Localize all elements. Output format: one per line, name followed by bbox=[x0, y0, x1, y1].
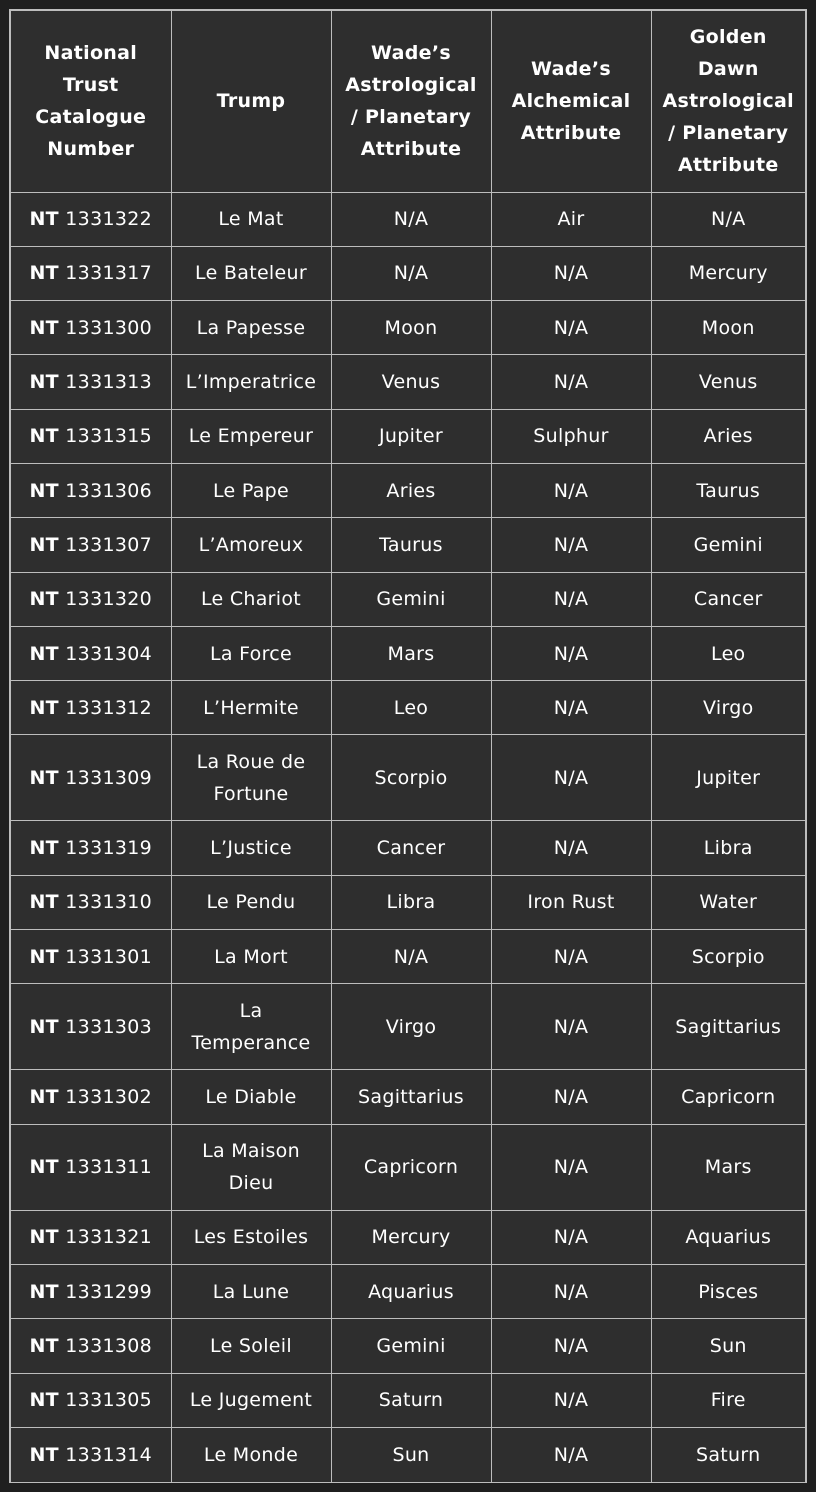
catalogue-number-cell bbox=[11, 984, 171, 1070]
golden-dawn-cell: Water bbox=[651, 875, 805, 929]
table-row bbox=[11, 355, 805, 409]
wade-alchemical-cell: N/A bbox=[491, 301, 651, 355]
catalogue-prefix: NT bbox=[29, 425, 59, 448]
golden-dawn-cell: Mars bbox=[651, 1124, 805, 1210]
catalogue-number: 1331319 bbox=[65, 837, 153, 860]
header-wade-astrological: Wade’s Astrological / Planetary Attribute bbox=[331, 11, 491, 192]
tarot-attribute-table bbox=[11, 11, 805, 1482]
trump-cell: Le Monde bbox=[171, 1427, 331, 1481]
golden-dawn-cell: Cancer bbox=[651, 572, 805, 626]
catalogue-prefix: NT bbox=[29, 766, 59, 789]
table-row bbox=[11, 875, 805, 929]
catalogue-prefix: NT bbox=[29, 696, 59, 719]
trump-cell: Le Jugement bbox=[171, 1373, 331, 1427]
header-catalogue-number: National Trust Catalogue Number bbox=[11, 11, 171, 192]
wade-alchemical-cell: N/A bbox=[491, 930, 651, 984]
catalogue-number: 1331310 bbox=[65, 891, 153, 914]
catalogue-number: 1331312 bbox=[65, 696, 153, 719]
header-golden-dawn: Golden Dawn Astrological / Planetary Attribute bbox=[651, 11, 805, 192]
catalogue-number-cell bbox=[11, 1373, 171, 1427]
catalogue-prefix: NT bbox=[29, 1334, 59, 1357]
golden-dawn-cell: Aries bbox=[651, 409, 805, 463]
golden-dawn-cell: Sagittarius bbox=[651, 984, 805, 1070]
trump-cell: La Roue de Fortune bbox=[171, 735, 331, 821]
wade-alchemical-cell: N/A bbox=[491, 1319, 651, 1373]
trump-cell: Le Pendu bbox=[171, 875, 331, 929]
catalogue-number: 1331302 bbox=[65, 1086, 153, 1108]
table-row bbox=[11, 1319, 805, 1373]
table-row bbox=[11, 1373, 805, 1427]
golden-dawn-cell: Aquarius bbox=[651, 1210, 805, 1264]
golden-dawn-cell: Venus bbox=[651, 355, 805, 409]
catalogue-number-cell bbox=[11, 626, 171, 680]
trump-cell: Le Diable bbox=[171, 1070, 331, 1124]
trump-cell: La Maison Dieu bbox=[171, 1124, 331, 1210]
wade-alchemical-cell: N/A bbox=[491, 463, 651, 517]
header-wade-alchemical: Wade’s Alchemical Attribute bbox=[491, 11, 651, 192]
tarot-attribute-table-frame bbox=[9, 9, 807, 1483]
catalogue-number-cell bbox=[11, 246, 171, 300]
wade-astrological-cell: Saturn bbox=[331, 1373, 491, 1427]
header-trump: Trump bbox=[171, 11, 331, 192]
catalogue-number: 1331311 bbox=[65, 1156, 153, 1179]
wade-astrological-cell: Mars bbox=[331, 626, 491, 680]
wade-astrological-cell: N/A bbox=[331, 930, 491, 984]
trump-cell: Le Pape bbox=[171, 463, 331, 517]
catalogue-prefix: NT bbox=[29, 945, 59, 968]
trump-cell: La Mort bbox=[171, 930, 331, 984]
catalogue-number-cell bbox=[11, 463, 171, 517]
catalogue-prefix: NT bbox=[29, 837, 59, 860]
catalogue-number-cell bbox=[11, 681, 171, 735]
wade-alchemical-cell: Sulphur bbox=[491, 409, 651, 463]
catalogue-prefix: NT bbox=[29, 371, 59, 394]
catalogue-number: 1331308 bbox=[65, 1334, 153, 1357]
table-row bbox=[11, 246, 805, 300]
trump-cell: Le Mat bbox=[171, 192, 331, 246]
trump-cell: La Temperance bbox=[171, 984, 331, 1070]
trump-cell: L’Justice bbox=[171, 821, 331, 875]
wade-alchemical-cell: N/A bbox=[491, 246, 651, 300]
catalogue-number: 1331303 bbox=[65, 1015, 153, 1038]
catalogue-prefix: NT bbox=[29, 891, 59, 914]
catalogue-prefix: NT bbox=[29, 1086, 59, 1108]
wade-astrological-cell: Sagittarius bbox=[331, 1070, 491, 1124]
table-row bbox=[11, 518, 805, 572]
trump-cell: Le Soleil bbox=[171, 1319, 331, 1373]
trump-cell: L’Hermite bbox=[171, 681, 331, 735]
wade-alchemical-cell: N/A bbox=[491, 1124, 651, 1210]
catalogue-number-cell bbox=[11, 1264, 171, 1318]
catalogue-number: 1331305 bbox=[65, 1389, 153, 1412]
table-row bbox=[11, 301, 805, 355]
catalogue-prefix: NT bbox=[29, 316, 59, 339]
golden-dawn-cell: Mercury bbox=[651, 246, 805, 300]
wade-astrological-cell: Taurus bbox=[331, 518, 491, 572]
catalogue-number-cell bbox=[11, 1210, 171, 1264]
wade-astrological-cell: N/A bbox=[331, 246, 491, 300]
catalogue-number-cell bbox=[11, 301, 171, 355]
wade-alchemical-cell: N/A bbox=[491, 626, 651, 680]
catalogue-number-cell bbox=[11, 735, 171, 821]
wade-astrological-cell: Gemini bbox=[331, 1319, 491, 1373]
catalogue-number-cell bbox=[11, 572, 171, 626]
table-row bbox=[11, 821, 805, 875]
trump-cell: L’Imperatrice bbox=[171, 355, 331, 409]
wade-alchemical-cell: N/A bbox=[491, 355, 651, 409]
trump-cell: La Lune bbox=[171, 1264, 331, 1318]
table-row bbox=[11, 735, 805, 821]
golden-dawn-cell: Pisces bbox=[651, 1264, 805, 1318]
catalogue-number: 1331314 bbox=[65, 1443, 153, 1466]
golden-dawn-cell: Fire bbox=[651, 1373, 805, 1427]
wade-astrological-cell: Leo bbox=[331, 681, 491, 735]
catalogue-number-cell bbox=[11, 1319, 171, 1373]
catalogue-number-cell bbox=[11, 518, 171, 572]
golden-dawn-cell: Leo bbox=[651, 626, 805, 680]
catalogue-number: 1331317 bbox=[65, 262, 153, 285]
catalogue-prefix: NT bbox=[29, 588, 59, 611]
golden-dawn-cell: Sun bbox=[651, 1319, 805, 1373]
catalogue-number-cell bbox=[11, 1070, 171, 1124]
trump-cell: La Force bbox=[171, 626, 331, 680]
catalogue-number-cell bbox=[11, 930, 171, 984]
trump-cell: La Papesse bbox=[171, 301, 331, 355]
table-row bbox=[11, 463, 805, 517]
wade-alchemical-cell: N/A bbox=[491, 1264, 651, 1318]
wade-alchemical-cell: Iron Rust bbox=[491, 875, 651, 929]
catalogue-prefix: NT bbox=[29, 262, 59, 285]
wade-astrological-cell: N/A bbox=[331, 192, 491, 246]
catalogue-prefix: NT bbox=[29, 1156, 59, 1179]
catalogue-prefix: NT bbox=[29, 1443, 59, 1466]
golden-dawn-cell: Saturn bbox=[651, 1427, 805, 1481]
catalogue-number: 1331300 bbox=[65, 316, 153, 339]
catalogue-number-cell bbox=[11, 1124, 171, 1210]
wade-astrological-cell: Jupiter bbox=[331, 409, 491, 463]
wade-alchemical-cell: Air bbox=[491, 192, 651, 246]
trump-cell: Le Chariot bbox=[171, 572, 331, 626]
wade-alchemical-cell: N/A bbox=[491, 735, 651, 821]
wade-astrological-cell: Virgo bbox=[331, 984, 491, 1070]
wade-astrological-cell: Scorpio bbox=[331, 735, 491, 821]
wade-alchemical-cell: N/A bbox=[491, 1070, 651, 1124]
catalogue-number: 1331322 bbox=[65, 208, 153, 231]
golden-dawn-cell: Scorpio bbox=[651, 930, 805, 984]
catalogue-number: 1331299 bbox=[65, 1280, 153, 1303]
catalogue-number: 1331301 bbox=[65, 945, 153, 968]
catalogue-prefix: NT bbox=[29, 1015, 59, 1038]
wade-alchemical-cell: N/A bbox=[491, 1427, 651, 1481]
catalogue-number: 1331306 bbox=[65, 479, 153, 502]
catalogue-prefix: NT bbox=[29, 479, 59, 502]
wade-alchemical-cell: N/A bbox=[491, 821, 651, 875]
wade-astrological-cell: Venus bbox=[331, 355, 491, 409]
table-row bbox=[11, 1070, 805, 1124]
table-row bbox=[11, 1427, 805, 1481]
catalogue-number-cell bbox=[11, 1427, 171, 1481]
catalogue-number: 1331307 bbox=[65, 533, 153, 556]
wade-alchemical-cell: N/A bbox=[491, 1373, 651, 1427]
table-row bbox=[11, 626, 805, 680]
table-row bbox=[11, 192, 805, 246]
wade-astrological-cell: Libra bbox=[331, 875, 491, 929]
catalogue-prefix: NT bbox=[29, 1280, 59, 1303]
wade-astrological-cell: Capricorn bbox=[331, 1124, 491, 1210]
catalogue-number: 1331304 bbox=[65, 642, 153, 665]
golden-dawn-cell: Virgo bbox=[651, 681, 805, 735]
catalogue-prefix: NT bbox=[29, 642, 59, 665]
table-row bbox=[11, 930, 805, 984]
wade-astrological-cell: Mercury bbox=[331, 1210, 491, 1264]
table-row bbox=[11, 1210, 805, 1264]
catalogue-number-cell bbox=[11, 821, 171, 875]
catalogue-number-cell bbox=[11, 192, 171, 246]
catalogue-prefix: NT bbox=[29, 208, 59, 231]
catalogue-number: 1331309 bbox=[65, 766, 153, 789]
wade-alchemical-cell: N/A bbox=[491, 518, 651, 572]
wade-astrological-cell: Moon bbox=[331, 301, 491, 355]
trump-cell: L’Amoreux bbox=[171, 518, 331, 572]
golden-dawn-cell: Capricorn bbox=[651, 1070, 805, 1124]
catalogue-number-cell bbox=[11, 875, 171, 929]
table-row bbox=[11, 984, 805, 1070]
golden-dawn-cell: Moon bbox=[651, 301, 805, 355]
table-row bbox=[11, 1264, 805, 1318]
wade-alchemical-cell: N/A bbox=[491, 984, 651, 1070]
trump-cell: Les Estoiles bbox=[171, 1210, 331, 1264]
golden-dawn-cell: N/A bbox=[651, 192, 805, 246]
trump-cell: Le Bateleur bbox=[171, 246, 331, 300]
wade-alchemical-cell: N/A bbox=[491, 1210, 651, 1264]
header-row bbox=[11, 11, 805, 192]
catalogue-number-cell bbox=[11, 409, 171, 463]
catalogue-number: 1331313 bbox=[65, 371, 153, 394]
wade-astrological-cell: Aquarius bbox=[331, 1264, 491, 1318]
golden-dawn-cell: Gemini bbox=[651, 518, 805, 572]
catalogue-number: 1331320 bbox=[65, 588, 153, 611]
trump-cell: Le Empereur bbox=[171, 409, 331, 463]
wade-astrological-cell: Aries bbox=[331, 463, 491, 517]
catalogue-prefix: NT bbox=[29, 533, 59, 556]
wade-astrological-cell: Cancer bbox=[331, 821, 491, 875]
wade-astrological-cell: Gemini bbox=[331, 572, 491, 626]
catalogue-number: 1331321 bbox=[65, 1226, 153, 1249]
golden-dawn-cell: Jupiter bbox=[651, 735, 805, 821]
wade-astrological-cell: Sun bbox=[331, 1427, 491, 1481]
table-row bbox=[11, 1124, 805, 1210]
table-body bbox=[11, 192, 805, 1482]
table-row bbox=[11, 681, 805, 735]
golden-dawn-cell: Libra bbox=[651, 821, 805, 875]
table-row bbox=[11, 409, 805, 463]
catalogue-number-cell bbox=[11, 355, 171, 409]
catalogue-prefix: NT bbox=[29, 1226, 59, 1249]
golden-dawn-cell: Taurus bbox=[651, 463, 805, 517]
wade-alchemical-cell: N/A bbox=[491, 681, 651, 735]
wade-alchemical-cell: N/A bbox=[491, 572, 651, 626]
table-row bbox=[11, 572, 805, 626]
catalogue-number: 1331315 bbox=[65, 425, 153, 448]
catalogue-prefix: NT bbox=[29, 1389, 59, 1412]
